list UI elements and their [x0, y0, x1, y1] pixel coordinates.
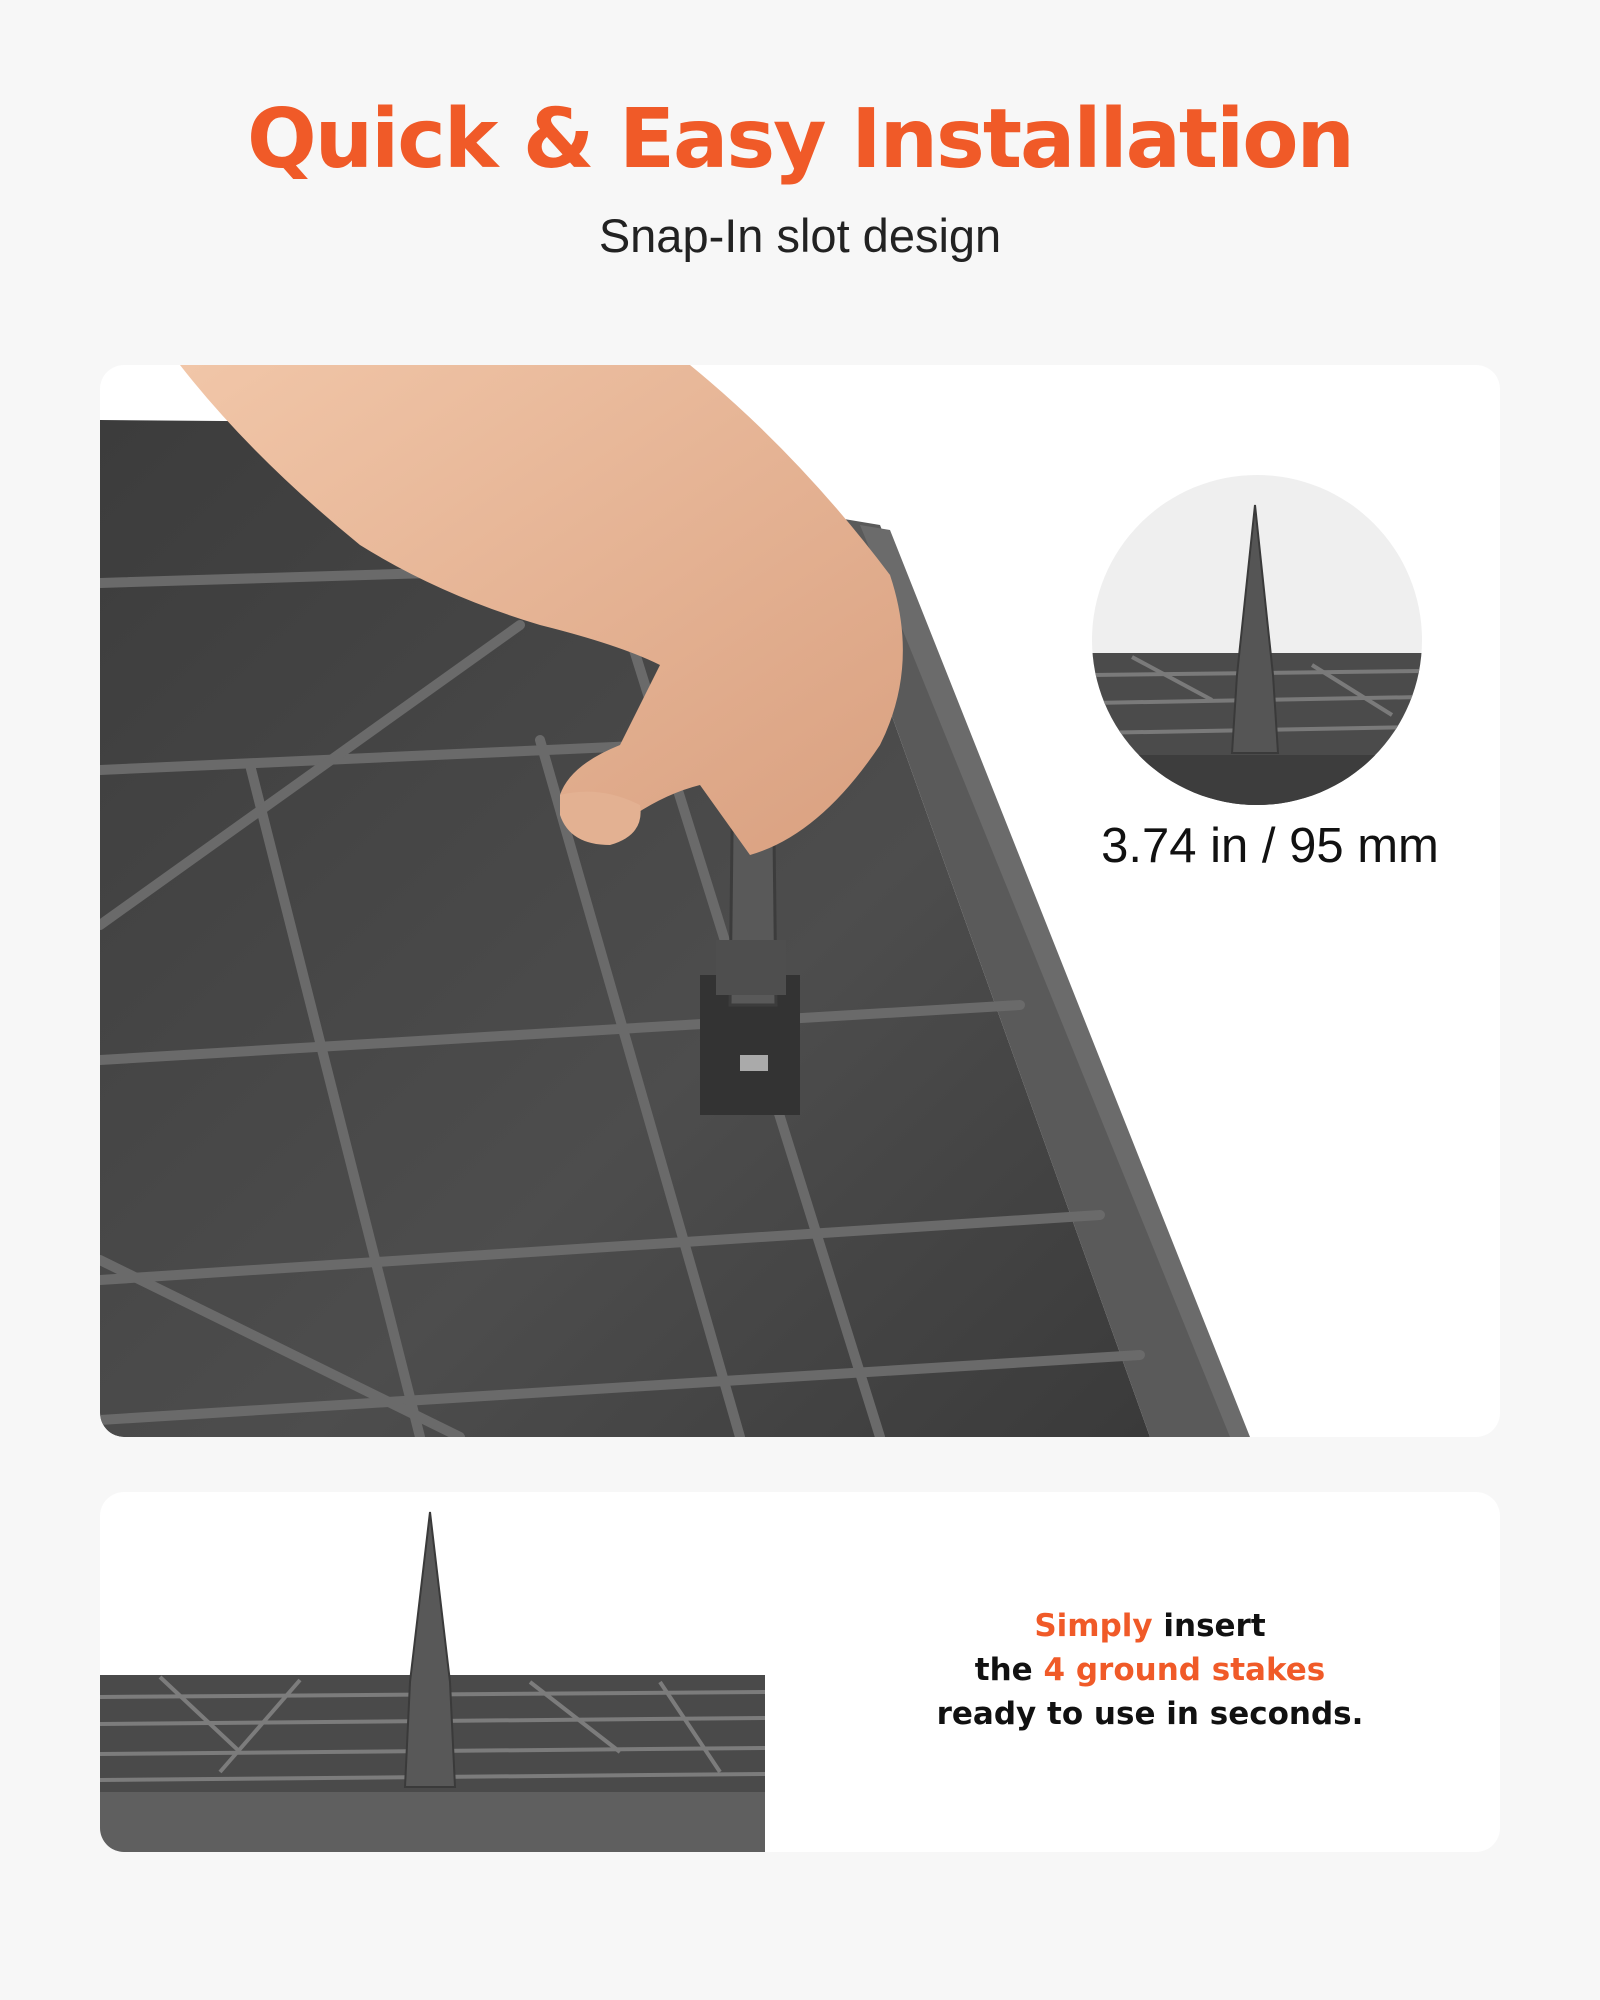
installation-caption: [860, 1604, 1440, 1736]
caption-text-insert: insert: [1152, 1608, 1266, 1644]
page-title-text: Quick & Easy Installation: [247, 92, 1353, 187]
stake-measurement: 3.74 in / 95 mm: [1101, 819, 1439, 873]
main-photo-card: [100, 365, 1500, 1437]
stake-side-view-photo: [100, 1492, 765, 1852]
caption-text-ready: ready to use in seconds.: [936, 1696, 1364, 1732]
caption-highlight-stakes: 4 ground stakes: [1043, 1652, 1326, 1688]
page-subtitle: Snap-In slot design: [598, 209, 1002, 262]
caption-highlight-simply: Simply: [1034, 1608, 1153, 1644]
stake-closeup-photo: [1092, 475, 1422, 805]
caption-text-the: the: [974, 1652, 1044, 1688]
page-title: [0, 92, 1600, 187]
